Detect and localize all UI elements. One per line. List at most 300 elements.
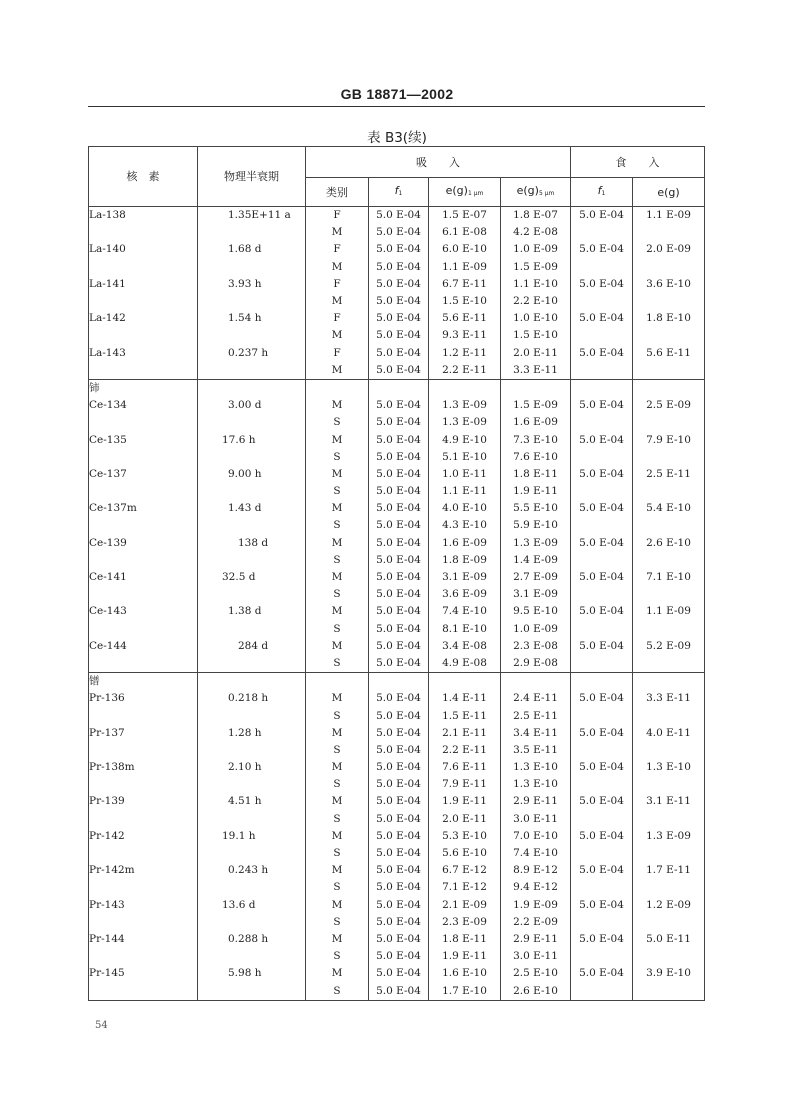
empty-cell xyxy=(501,673,571,691)
nuclide-name: Pr-138m xyxy=(89,759,198,776)
inhalation-f1: 5.0 E-04 xyxy=(369,845,429,862)
e-symbol: e(g) xyxy=(445,184,468,197)
empty-cell xyxy=(198,948,306,965)
empty-cell xyxy=(633,379,705,397)
nuclide-name: La-138 xyxy=(89,207,198,225)
inhalation-e-1um: 3.6 E-09 xyxy=(429,586,501,603)
col-nuclide: 核 素 xyxy=(89,147,198,207)
inhalation-e-5um: 1.8 E-11 xyxy=(501,466,571,483)
inhalation-e-5um: 2.6 E-10 xyxy=(501,982,571,1000)
empty-cell xyxy=(571,414,633,431)
absorption-class: M xyxy=(306,725,369,742)
inhalation-f1: 5.0 E-04 xyxy=(369,207,429,225)
absorption-class: M xyxy=(306,466,369,483)
empty-cell xyxy=(571,707,633,724)
absorption-class: S xyxy=(306,982,369,1000)
table-row xyxy=(89,224,705,241)
col-e-1um xyxy=(429,178,501,207)
ingestion-f1: 5.0 E-04 xyxy=(571,310,633,327)
ingestion-e: 5.2 E-09 xyxy=(633,638,705,655)
absorption-class: M xyxy=(306,690,369,707)
absorption-class: S xyxy=(306,811,369,828)
inhalation-f1: 5.0 E-04 xyxy=(369,879,429,896)
ingestion-e: 1.3 E-10 xyxy=(633,759,705,776)
nuclide-name: Pr-142 xyxy=(89,828,198,845)
table-row xyxy=(89,725,705,742)
absorption-class: S xyxy=(306,449,369,466)
inhalation-e-5um: 4.2 E-08 xyxy=(501,224,571,241)
half-life: 17.6 h xyxy=(198,431,306,448)
absorption-class: S xyxy=(306,621,369,638)
inhalation-e-1um: 3.4 E-08 xyxy=(429,638,501,655)
ingestion-e: 3.9 E-10 xyxy=(633,965,705,982)
inhalation-e-5um: 1.8 E-07 xyxy=(501,207,571,225)
absorption-class: F xyxy=(306,207,369,225)
table-row xyxy=(89,241,705,258)
ingestion-f1: 5.0 E-04 xyxy=(571,276,633,293)
inhalation-e-1um: 1.9 E-11 xyxy=(429,793,501,810)
inhalation-e-5um: 2.4 E-11 xyxy=(501,690,571,707)
inhalation-f1: 5.0 E-04 xyxy=(369,500,429,517)
inhalation-e-5um: 2.7 E-09 xyxy=(501,569,571,586)
inhalation-f1: 5.0 E-04 xyxy=(369,345,429,362)
inhalation-f1: 5.0 E-04 xyxy=(369,414,429,431)
table-row xyxy=(89,552,705,569)
inhalation-e-1um: 1.1 E-11 xyxy=(429,483,501,500)
half-life: 3.00 d xyxy=(198,397,306,414)
inhalation-e-1um: 1.4 E-11 xyxy=(429,690,501,707)
table-row xyxy=(89,345,705,362)
table-row xyxy=(89,431,705,448)
absorption-class: F xyxy=(306,310,369,327)
e-symbol: e(g) xyxy=(516,184,539,197)
ingestion-f1: 5.0 E-04 xyxy=(571,500,633,517)
absorption-class: S xyxy=(306,845,369,862)
inhalation-f1: 5.0 E-04 xyxy=(369,725,429,742)
col-group-ingestion: 食 入 xyxy=(571,147,705,178)
empty-cell xyxy=(633,879,705,896)
empty-cell xyxy=(198,517,306,534)
ingestion-f1: 5.0 E-04 xyxy=(571,535,633,552)
ingestion-e: 1.3 E-09 xyxy=(633,828,705,845)
half-life: 2.10 h xyxy=(198,759,306,776)
inhalation-e-5um: 1.3 E-09 xyxy=(501,535,571,552)
absorption-class: M xyxy=(306,327,369,344)
table-row xyxy=(89,310,705,327)
absorption-class: M xyxy=(306,535,369,552)
ingestion-f1: 5.0 E-04 xyxy=(571,345,633,362)
empty-cell xyxy=(571,517,633,534)
empty-cell xyxy=(633,914,705,931)
table-row xyxy=(89,828,705,845)
ingestion-f1: 5.0 E-04 xyxy=(571,828,633,845)
absorption-class: M xyxy=(306,965,369,982)
inhalation-f1: 5.0 E-04 xyxy=(369,638,429,655)
absorption-class: M xyxy=(306,759,369,776)
nuclide-name: Pr-136 xyxy=(89,690,198,707)
inhalation-e-5um: 1.0 E-10 xyxy=(501,310,571,327)
empty-cell xyxy=(633,948,705,965)
empty-cell xyxy=(306,673,369,691)
nuclide-name: La-143 xyxy=(89,345,198,362)
section-label: 镨 xyxy=(89,673,198,691)
empty-cell xyxy=(571,948,633,965)
ingestion-e: 3.1 E-11 xyxy=(633,793,705,810)
inhalation-e-1um: 1.5 E-11 xyxy=(429,707,501,724)
ingestion-e: 1.8 E-10 xyxy=(633,310,705,327)
nuclide-name: Pr-143 xyxy=(89,897,198,914)
empty-cell xyxy=(571,776,633,793)
ingestion-f1: 5.0 E-04 xyxy=(571,569,633,586)
inhalation-e-5um: 3.5 E-11 xyxy=(501,742,571,759)
empty-cell xyxy=(198,742,306,759)
inhalation-e-1um: 5.1 E-10 xyxy=(429,449,501,466)
table-row xyxy=(89,259,705,276)
inhalation-f1: 5.0 E-04 xyxy=(369,603,429,620)
absorption-class: M xyxy=(306,431,369,448)
inhalation-e-1um: 4.0 E-10 xyxy=(429,500,501,517)
empty-cell xyxy=(198,879,306,896)
inhalation-e-1um: 4.3 E-10 xyxy=(429,517,501,534)
ingestion-e: 3.3 E-11 xyxy=(633,690,705,707)
empty-cell xyxy=(198,414,306,431)
ingestion-f1: 5.0 E-04 xyxy=(571,638,633,655)
absorption-class: S xyxy=(306,483,369,500)
empty-cell xyxy=(89,811,198,828)
inhalation-e-5um: 7.0 E-10 xyxy=(501,828,571,845)
ingestion-f1: 5.0 E-04 xyxy=(571,759,633,776)
empty-cell xyxy=(198,586,306,603)
inhalation-f1: 5.0 E-04 xyxy=(369,897,429,914)
absorption-class: S xyxy=(306,552,369,569)
inhalation-e-1um: 2.2 E-11 xyxy=(429,362,501,380)
empty-cell xyxy=(429,379,501,397)
empty-cell xyxy=(633,811,705,828)
inhalation-e-1um: 1.0 E-11 xyxy=(429,466,501,483)
empty-cell xyxy=(633,293,705,310)
table-row xyxy=(89,517,705,534)
nuclide-name: Ce-137 xyxy=(89,466,198,483)
absorption-class: M xyxy=(306,897,369,914)
inhalation-e-5um: 2.5 E-11 xyxy=(501,707,571,724)
inhalation-e-5um: 3.0 E-11 xyxy=(501,811,571,828)
ingestion-e: 2.5 E-11 xyxy=(633,466,705,483)
inhalation-e-1um: 1.8 E-11 xyxy=(429,931,501,948)
inhalation-e-5um: 9.4 E-12 xyxy=(501,879,571,896)
inhalation-e-5um: 1.1 E-10 xyxy=(501,276,571,293)
table-body xyxy=(89,207,705,1001)
ingestion-e: 1.1 E-09 xyxy=(633,207,705,225)
table-row xyxy=(89,397,705,414)
inhalation-e-5um: 1.9 E-11 xyxy=(501,483,571,500)
inhalation-f1: 5.0 E-04 xyxy=(369,793,429,810)
nuclide-name: Ce-135 xyxy=(89,431,198,448)
inhalation-f1: 5.0 E-04 xyxy=(369,690,429,707)
inhalation-f1: 5.0 E-04 xyxy=(369,655,429,673)
inhalation-e-1um: 1.5 E-10 xyxy=(429,293,501,310)
inhalation-e-1um: 1.2 E-11 xyxy=(429,345,501,362)
inhalation-e-1um: 2.3 E-09 xyxy=(429,914,501,931)
inhalation-e-1um: 1.7 E-10 xyxy=(429,982,501,1000)
empty-cell xyxy=(571,914,633,931)
inhalation-e-1um: 4.9 E-10 xyxy=(429,431,501,448)
inhalation-e-5um: 2.2 E-10 xyxy=(501,293,571,310)
empty-cell xyxy=(633,742,705,759)
inhalation-f1: 5.0 E-04 xyxy=(369,293,429,310)
empty-cell xyxy=(198,327,306,344)
inhalation-f1: 5.0 E-04 xyxy=(369,397,429,414)
inhalation-e-1um: 1.3 E-09 xyxy=(429,397,501,414)
table-row xyxy=(89,690,705,707)
empty-cell xyxy=(198,552,306,569)
empty-cell xyxy=(633,673,705,691)
table-row xyxy=(89,845,705,862)
absorption-class: M xyxy=(306,259,369,276)
ingestion-e: 2.0 E-09 xyxy=(633,241,705,258)
inhalation-f1: 5.0 E-04 xyxy=(369,327,429,344)
empty-cell xyxy=(633,621,705,638)
inhalation-e-1um: 1.3 E-09 xyxy=(429,414,501,431)
col-e-5um xyxy=(501,178,571,207)
ingestion-f1: 5.0 E-04 xyxy=(571,431,633,448)
inhalation-e-5um: 5.5 E-10 xyxy=(501,500,571,517)
empty-cell xyxy=(198,811,306,828)
ingestion-e: 7.1 E-10 xyxy=(633,569,705,586)
inhalation-e-1um: 7.9 E-11 xyxy=(429,776,501,793)
table-row xyxy=(89,862,705,879)
empty-cell xyxy=(89,483,198,500)
inhalation-e-5um: 8.9 E-12 xyxy=(501,862,571,879)
empty-cell xyxy=(306,379,369,397)
absorption-class: M xyxy=(306,828,369,845)
table-row xyxy=(89,483,705,500)
half-life: 0.218 h xyxy=(198,690,306,707)
ingestion-e: 1.2 E-09 xyxy=(633,897,705,914)
inhalation-f1: 5.0 E-04 xyxy=(369,982,429,1000)
empty-cell xyxy=(198,362,306,380)
inhalation-f1: 5.0 E-04 xyxy=(369,707,429,724)
nuclide-name: La-142 xyxy=(89,310,198,327)
ingestion-f1: 5.0 E-04 xyxy=(571,241,633,258)
f1-subscript: 1 xyxy=(601,190,606,197)
inhalation-f1: 5.0 E-04 xyxy=(369,948,429,965)
empty-cell xyxy=(198,673,306,691)
inhalation-f1: 5.0 E-04 xyxy=(369,586,429,603)
empty-cell xyxy=(89,552,198,569)
empty-cell xyxy=(429,673,501,691)
absorption-class: S xyxy=(306,586,369,603)
table-row xyxy=(89,449,705,466)
ingestion-e: 2.6 E-10 xyxy=(633,535,705,552)
half-life: 1.28 h xyxy=(198,725,306,742)
inhalation-f1: 5.0 E-04 xyxy=(369,466,429,483)
inhalation-f1: 5.0 E-04 xyxy=(369,828,429,845)
empty-cell xyxy=(571,259,633,276)
ingestion-f1: 5.0 E-04 xyxy=(571,793,633,810)
absorption-class: M xyxy=(306,362,369,380)
inhalation-e-1um: 6.7 E-11 xyxy=(429,276,501,293)
table-row xyxy=(89,914,705,931)
inhalation-e-5um: 2.5 E-10 xyxy=(501,965,571,982)
section-header-row xyxy=(89,673,705,691)
inhalation-f1: 5.0 E-04 xyxy=(369,914,429,931)
absorption-class: S xyxy=(306,707,369,724)
inhalation-e-5um: 2.9 E-08 xyxy=(501,655,571,673)
table-row xyxy=(89,982,705,1000)
col-group-inhalation: 吸 入 xyxy=(306,147,571,178)
col-inh-f1 xyxy=(369,178,429,207)
inhalation-f1: 5.0 E-04 xyxy=(369,931,429,948)
half-life: 1.43 d xyxy=(198,500,306,517)
empty-cell xyxy=(89,621,198,638)
absorption-class: M xyxy=(306,224,369,241)
ingestion-e: 5.0 E-11 xyxy=(633,931,705,948)
ingestion-f1: 5.0 E-04 xyxy=(571,862,633,879)
half-life: 3.93 h xyxy=(198,276,306,293)
absorption-class: F xyxy=(306,276,369,293)
empty-cell xyxy=(633,327,705,344)
absorption-class: S xyxy=(306,517,369,534)
nuclide-name: Pr-137 xyxy=(89,725,198,742)
empty-cell xyxy=(198,776,306,793)
table-row xyxy=(89,621,705,638)
dose-coefficient-table xyxy=(88,146,705,1001)
inhalation-e-1um: 5.3 E-10 xyxy=(429,828,501,845)
inhalation-e-5um: 2.3 E-08 xyxy=(501,638,571,655)
inhalation-f1: 5.0 E-04 xyxy=(369,362,429,380)
e-subscript-1um: 1 μm xyxy=(467,190,484,197)
empty-cell xyxy=(198,259,306,276)
nuclide-name: Ce-144 xyxy=(89,638,198,655)
table-row xyxy=(89,759,705,776)
inhalation-e-1um: 7.6 E-11 xyxy=(429,759,501,776)
absorption-class: S xyxy=(306,414,369,431)
empty-cell xyxy=(198,293,306,310)
empty-cell xyxy=(89,362,198,380)
inhalation-f1: 5.0 E-04 xyxy=(369,449,429,466)
inhalation-e-5um: 2.0 E-11 xyxy=(501,345,571,362)
half-life: 5.98 h xyxy=(198,965,306,982)
table-row xyxy=(89,603,705,620)
empty-cell xyxy=(633,483,705,500)
empty-cell xyxy=(89,707,198,724)
empty-cell xyxy=(89,449,198,466)
empty-cell xyxy=(571,483,633,500)
half-life: 1.54 h xyxy=(198,310,306,327)
half-life: 13.6 d xyxy=(198,897,306,914)
inhalation-f1: 5.0 E-04 xyxy=(369,621,429,638)
inhalation-f1: 5.0 E-04 xyxy=(369,776,429,793)
table-row xyxy=(89,897,705,914)
inhalation-e-5um: 3.4 E-11 xyxy=(501,725,571,742)
inhalation-e-1um: 5.6 E-11 xyxy=(429,310,501,327)
ingestion-e: 5.6 E-11 xyxy=(633,345,705,362)
inhalation-e-1um: 4.9 E-08 xyxy=(429,655,501,673)
empty-cell xyxy=(571,379,633,397)
empty-cell xyxy=(89,327,198,344)
inhalation-e-1um: 8.1 E-10 xyxy=(429,621,501,638)
empty-cell xyxy=(633,845,705,862)
table-row xyxy=(89,879,705,896)
ingestion-e: 2.5 E-09 xyxy=(633,397,705,414)
f1-symbol: f xyxy=(394,184,399,197)
table-row xyxy=(89,776,705,793)
inhalation-e-5um: 1.5 E-09 xyxy=(501,259,571,276)
absorption-class: F xyxy=(306,345,369,362)
inhalation-f1: 5.0 E-04 xyxy=(369,241,429,258)
half-life: 4.51 h xyxy=(198,793,306,810)
inhalation-f1: 5.0 E-04 xyxy=(369,224,429,241)
absorption-class: S xyxy=(306,776,369,793)
nuclide-name: Ce-143 xyxy=(89,603,198,620)
inhalation-f1: 5.0 E-04 xyxy=(369,552,429,569)
inhalation-f1: 5.0 E-04 xyxy=(369,310,429,327)
inhalation-e-1um: 1.9 E-11 xyxy=(429,948,501,965)
absorption-class: M xyxy=(306,397,369,414)
absorption-class: M xyxy=(306,638,369,655)
ingestion-f1: 5.0 E-04 xyxy=(571,690,633,707)
empty-cell xyxy=(198,224,306,241)
empty-cell xyxy=(369,379,429,397)
inhalation-e-5um: 2.2 E-09 xyxy=(501,914,571,931)
empty-cell xyxy=(571,362,633,380)
col-class: 类别 xyxy=(306,178,369,207)
empty-cell xyxy=(571,552,633,569)
table-row xyxy=(89,414,705,431)
col-half-life: 物理半衰期 xyxy=(198,147,306,207)
empty-cell xyxy=(198,483,306,500)
inhalation-e-5um: 3.0 E-11 xyxy=(501,948,571,965)
nuclide-name: Ce-141 xyxy=(89,569,198,586)
empty-cell xyxy=(633,414,705,431)
ingestion-e: 5.4 E-10 xyxy=(633,500,705,517)
section-label: 铈 xyxy=(89,379,198,397)
inhalation-f1: 5.0 E-04 xyxy=(369,483,429,500)
empty-cell xyxy=(198,621,306,638)
inhalation-f1: 5.0 E-04 xyxy=(369,276,429,293)
standard-number: GB 18871—2002 xyxy=(340,86,454,102)
table-row xyxy=(89,811,705,828)
table-row xyxy=(89,586,705,603)
table-row xyxy=(89,655,705,673)
absorption-class: F xyxy=(306,241,369,258)
inhalation-e-1um: 1.6 E-10 xyxy=(429,965,501,982)
inhalation-e-5um: 1.3 E-10 xyxy=(501,759,571,776)
table-row xyxy=(89,965,705,982)
ingestion-e: 3.6 E-10 xyxy=(633,276,705,293)
inhalation-e-1um: 6.1 E-08 xyxy=(429,224,501,241)
nuclide-name: Pr-142m xyxy=(89,862,198,879)
half-life: 0.237 h xyxy=(198,345,306,362)
empty-cell xyxy=(633,259,705,276)
inhalation-e-5um: 7.4 E-10 xyxy=(501,845,571,862)
ingestion-f1: 5.0 E-04 xyxy=(571,397,633,414)
empty-cell xyxy=(89,259,198,276)
half-life: 1.68 d xyxy=(198,241,306,258)
absorption-class: M xyxy=(306,293,369,310)
empty-cell xyxy=(571,879,633,896)
table-row xyxy=(89,293,705,310)
inhalation-f1: 5.0 E-04 xyxy=(369,431,429,448)
nuclide-name: La-141 xyxy=(89,276,198,293)
inhalation-e-1um: 6.0 E-10 xyxy=(429,241,501,258)
empty-cell xyxy=(89,845,198,862)
half-life: 19.1 h xyxy=(198,828,306,845)
inhalation-e-1um: 1.8 E-09 xyxy=(429,552,501,569)
inhalation-e-1um: 5.6 E-10 xyxy=(429,845,501,862)
inhalation-e-5um: 3.1 E-09 xyxy=(501,586,571,603)
table-row xyxy=(89,569,705,586)
